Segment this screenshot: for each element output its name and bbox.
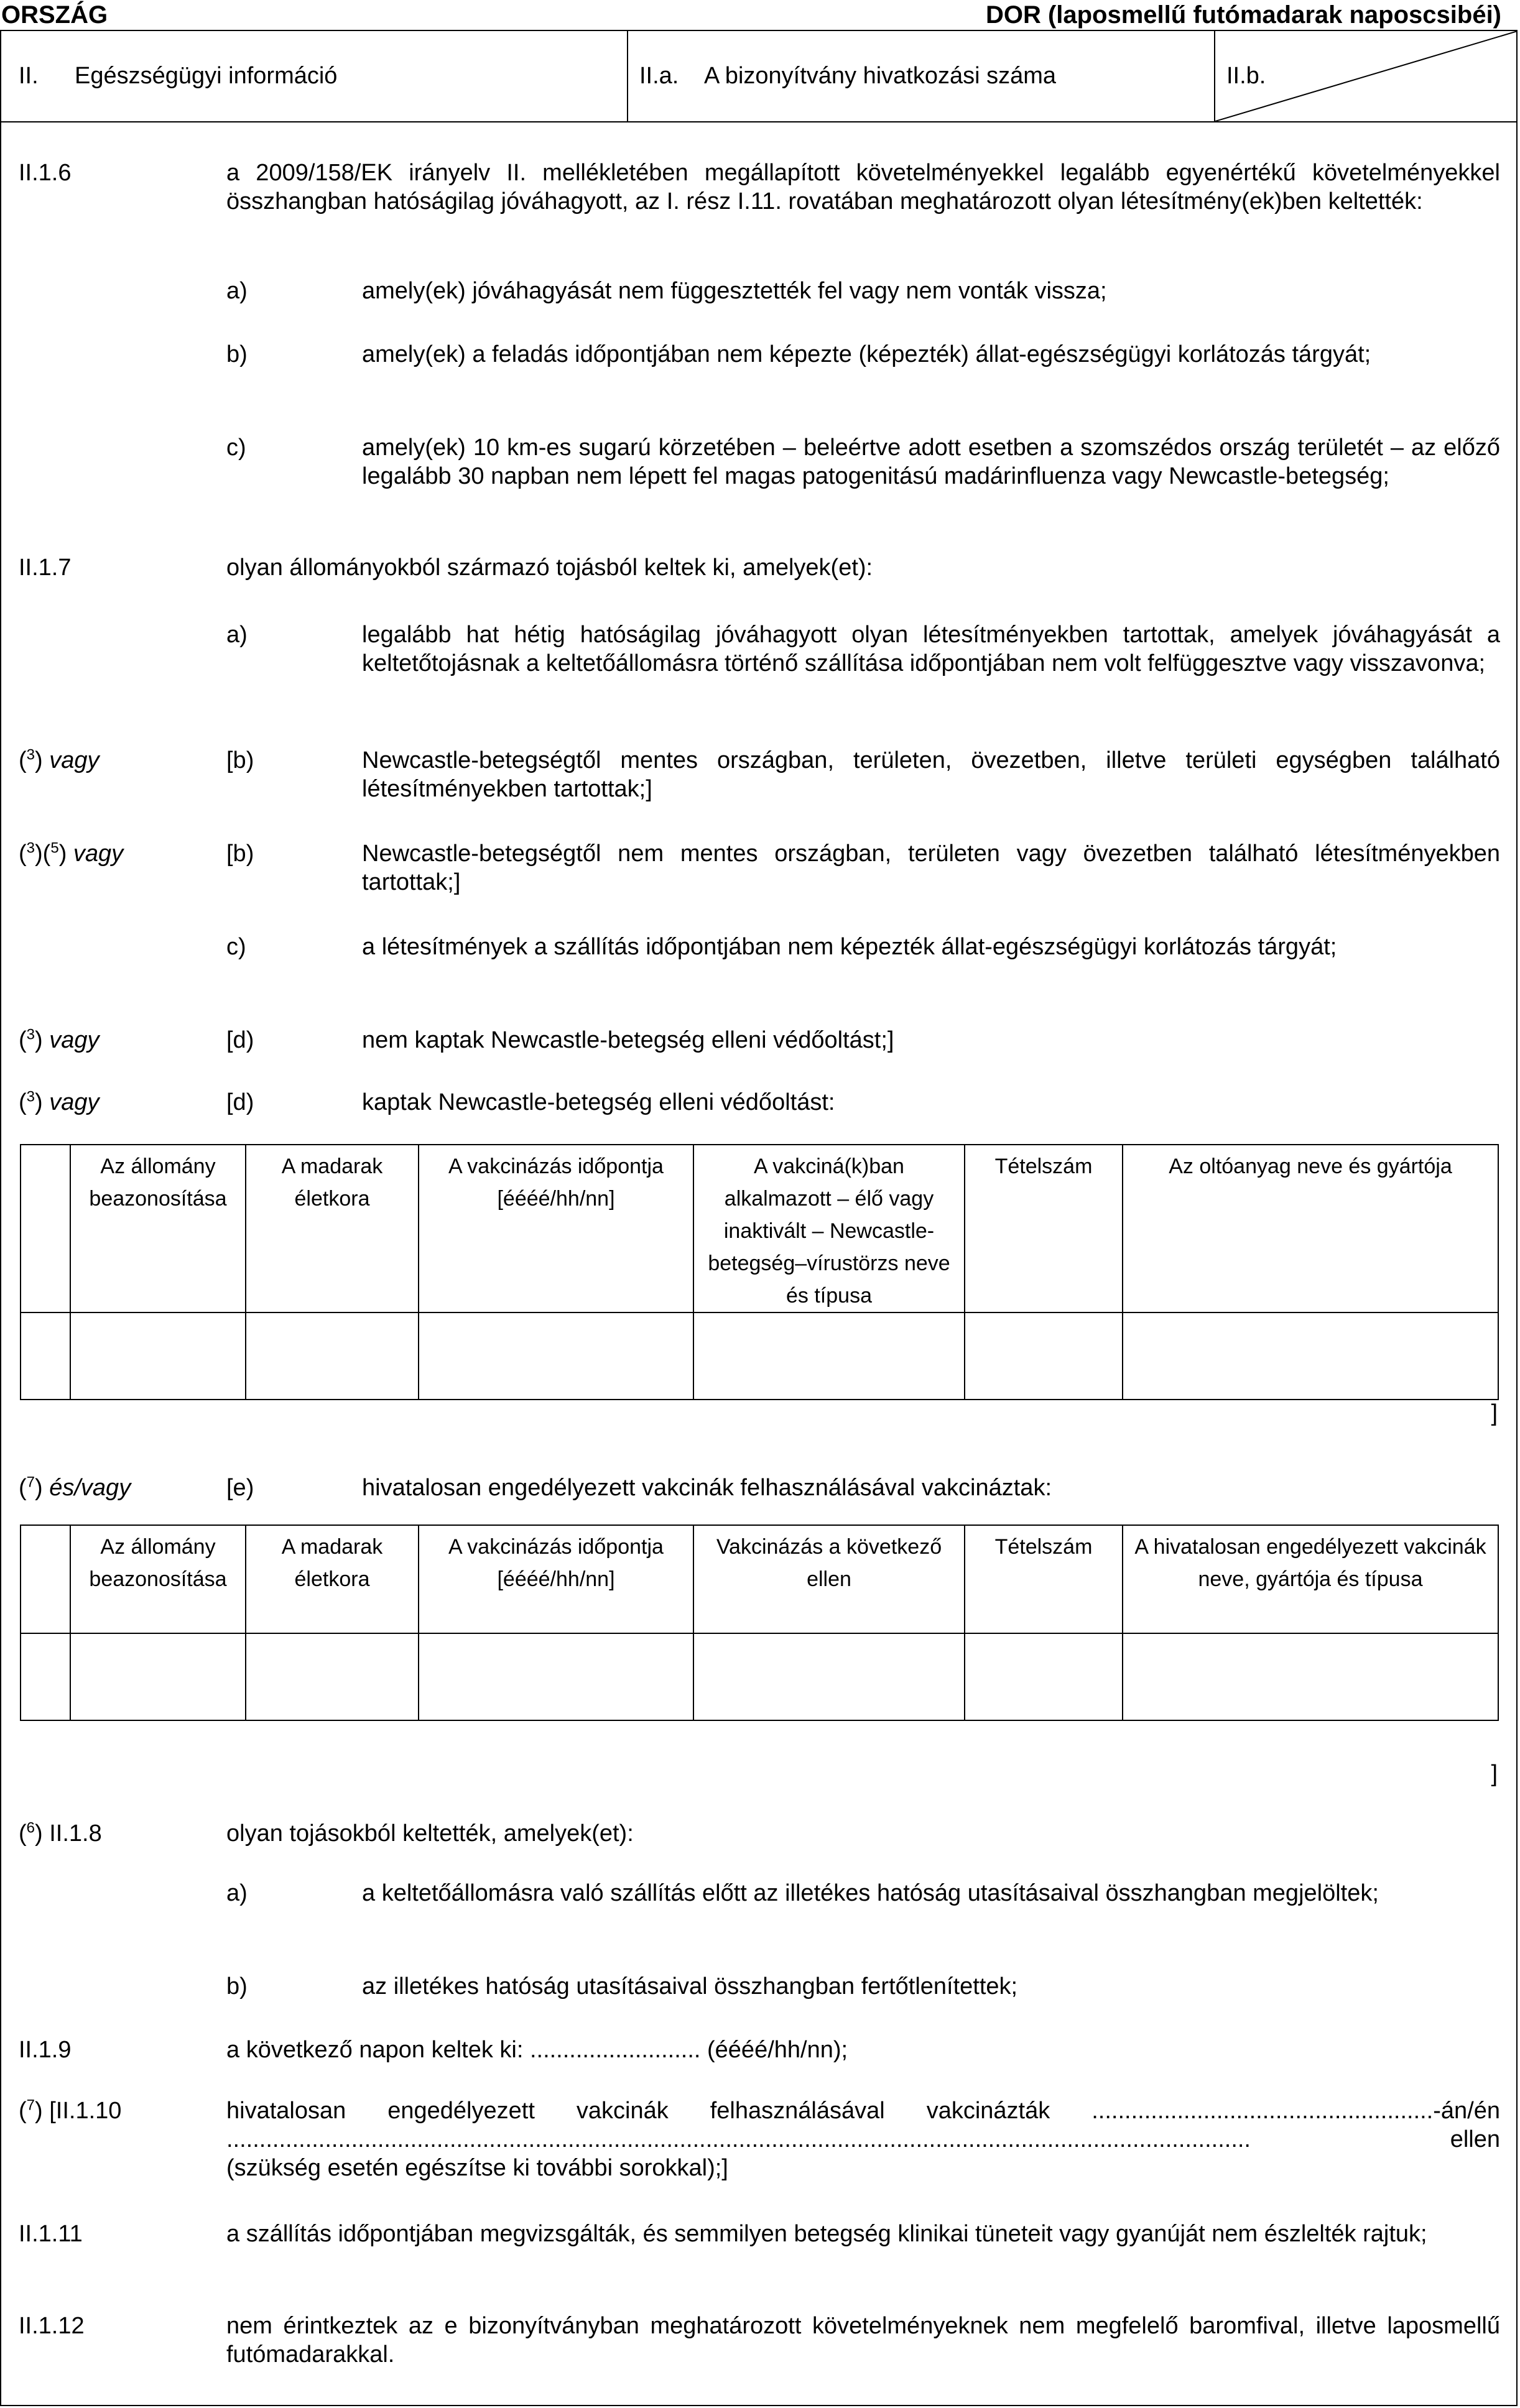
item-text: olyan állományokból származó tojásból keltek ki, amelyek(et): xyxy=(226,555,873,581)
table-row xyxy=(21,1312,1498,1400)
item-line: (szükség esetén egészítse ki további sorokkal);] xyxy=(226,2155,728,2181)
table-cell[interactable] xyxy=(246,1312,419,1400)
table-header-row xyxy=(21,1525,1498,1633)
section-cell-health-info xyxy=(1,31,628,121)
table-header: Tételszám xyxy=(965,1145,1123,1312)
footnote-sup: 7 xyxy=(26,1474,35,1491)
sub-text: legalább hat hétig hatóságilag jóváhagyott olyan létesítményekben tartottak, amelyek jóváhagyását a keltetőtojásnak a keltetőállomásra történő szállítása időpontjában nem volt felfüggesztve vagy visszavonva; xyxy=(362,622,1500,676)
sub-letter: b) xyxy=(226,341,248,367)
table-cell xyxy=(21,1525,70,1633)
option-word: vagy xyxy=(49,747,100,773)
sub-text: amely(ek) jóváhagyását nem függesztették fel vagy nem vonták vissza; xyxy=(362,278,1107,304)
country-label: ORSZÁG xyxy=(1,1,108,29)
table-cell[interactable] xyxy=(693,1312,965,1400)
table-cell[interactable] xyxy=(419,1633,693,1720)
footnote-sup: 3 xyxy=(26,1088,35,1105)
sub-letter: [b) xyxy=(226,747,254,773)
table-cell[interactable] xyxy=(1123,1633,1498,1720)
diagonal-line xyxy=(1215,31,1518,121)
item-number: II.1.8 xyxy=(49,1820,102,1847)
table-header: A hivatalosan engedélyezett vakcinák neve, gyártója és típusa xyxy=(1123,1525,1498,1633)
section-cell-reference xyxy=(628,31,1215,121)
table-header: A madarak életkora xyxy=(246,1145,419,1312)
sub-letter: c) xyxy=(226,435,246,461)
footnote-sup: 7 xyxy=(26,2097,35,2114)
footnote-sup: 3 xyxy=(26,839,35,857)
iib-label: II.b. xyxy=(1226,63,1266,89)
table-cell[interactable] xyxy=(70,1633,246,1720)
section-label: Egészségügyi információ xyxy=(75,63,338,89)
sub-text: amely(ek) 10 km-es sugarú körzetében – beleértve adott esetben a szomszédos ország területét – az előző legalább 30 napban nem lépett fel magas patogenitású madárinfluenza vagy Newcastle-betegség; xyxy=(362,435,1500,489)
certificate-frame xyxy=(0,30,1518,2406)
table-cell[interactable] xyxy=(21,1633,70,1720)
section-number: II. xyxy=(19,63,39,89)
table-header: A vakcinázás időpontja [éééé/hh/nn] xyxy=(419,1525,693,1633)
sub-letter: [d) xyxy=(226,1089,254,1115)
footnote-ref: ($^3$) vagy xyxy=(19,1088,100,1115)
footnote-sup: 5 xyxy=(50,839,59,857)
table-header: Tételszám xyxy=(965,1525,1123,1633)
item-number: II.1.12 xyxy=(19,2313,85,2339)
sub-letter: [d) xyxy=(226,1027,254,1053)
table-cell[interactable] xyxy=(70,1312,246,1400)
footnote-ref: ($^3$)($^5$) vagy xyxy=(19,839,124,867)
reference-label: A bizonyítvány hivatkozási száma xyxy=(704,63,1057,89)
option-word: vagy xyxy=(49,1027,100,1053)
reference-number-label: II.a. xyxy=(639,63,679,89)
table-row xyxy=(21,1633,1498,1720)
vaccination-table-newcastle xyxy=(20,1144,1499,1400)
footnote-sup: 3 xyxy=(26,1026,35,1043)
item-number: II.1.9 xyxy=(19,2037,72,2063)
sub-letter: a) xyxy=(226,1880,248,1906)
sub-text: Newcastle-betegségtől mentes országban, területen, övezetben, illetve területi egységben található létesítményekben tartottak;] xyxy=(362,747,1500,802)
item-text xyxy=(226,2097,1500,2182)
sub-letter: a) xyxy=(226,278,248,304)
sub-letter: [b) xyxy=(226,841,254,867)
footnote-ref: ($^6$) II.1.8 xyxy=(19,1819,102,1847)
table-cell[interactable] xyxy=(21,1312,70,1400)
option-word: vagy xyxy=(49,1089,100,1115)
sub-letter: b) xyxy=(226,1973,248,2000)
table-header: Az oltóanyag neve és gyártója xyxy=(1123,1145,1498,1312)
sub-text: nem kaptak Newcastle-betegség elleni védőoltást;] xyxy=(362,1027,894,1053)
sub-letter: a) xyxy=(226,622,248,648)
option-word: vagy xyxy=(73,841,124,867)
footnote-sup: 6 xyxy=(26,1819,35,1837)
table-header: Vakcinázás a következő ellen xyxy=(693,1525,965,1633)
item-text: olyan tojásokból keltették, amelyek(et): xyxy=(226,1820,634,1847)
option-word: és/vagy xyxy=(49,1475,131,1501)
sub-letter: c) xyxy=(226,934,246,960)
table-header-row xyxy=(21,1145,1498,1312)
table-cell[interactable] xyxy=(1123,1312,1498,1400)
table-header: A vakciná(k)ban alkalmazott – élő vagy inaktivált – Newcastle-betegség–vírustörzs neve és típusa xyxy=(693,1145,965,1312)
table-header: A madarak életkora xyxy=(246,1525,419,1633)
sub-text: amely(ek) a feladás időpontjában nem képezte (képezték) állat-egészségügyi korlátozás tárgyát; xyxy=(362,341,1371,367)
sub-text: hivatalosan engedélyezett vakcinák felhasználásával vakcináztak: xyxy=(362,1475,1052,1501)
table-cell[interactable] xyxy=(419,1312,693,1400)
footnote-ref: ($^7$) [II.1.10 xyxy=(19,2097,122,2124)
item-number: [II.1.10 xyxy=(49,2098,122,2124)
item-line: ............................................................................................................................................................ ellen xyxy=(226,2126,1500,2152)
section-header-row xyxy=(1,31,1516,122)
footnote-sup: 3 xyxy=(26,746,35,763)
sub-text: az illetékes hatóság utasításaival összhangban fertőtlenítettek; xyxy=(362,1973,1018,2000)
table-header: Az állomány beazonosítása xyxy=(70,1145,246,1312)
item-number: II.1.7 xyxy=(19,555,72,581)
sub-text: a keltetőállomásra való szállítás előtt az illetékes hatóság utasításaival összhangban megjelöltek; xyxy=(362,1880,1379,1906)
sub-text: a létesítmények a szállítás időpontjában nem képezték állat-egészségügyi korlátozás tárgyát; xyxy=(362,934,1337,960)
table-cell xyxy=(21,1145,70,1312)
footnote-ref: ($^3$) vagy xyxy=(19,1026,100,1053)
item-text: a 2009/158/EK irányelv II. mellékletében megállapított követelményekkel legalább egyenértékű követelményekkel összhangban hatóságilag jóváhagyott, az I. rész I.11. rovatában meghatározott olyan létesítmény(ek)ben keltették: xyxy=(226,160,1500,215)
item-number: II.1.6 xyxy=(19,160,72,186)
closing-bracket: ] xyxy=(1491,1761,1498,1787)
table-cell[interactable] xyxy=(965,1312,1123,1400)
vaccination-table-approved xyxy=(20,1525,1499,1721)
sub-text: Newcastle-betegségtől nem mentes országban, területen vagy övezetben található létesítményekben tartottak;] xyxy=(362,841,1500,895)
item-line: hivatalosan engedélyezett vakcinák felhasználásával vakcinázták ....................................................-án/én xyxy=(226,2098,1500,2124)
item-text: a szállítás időpontjában megvizsgálták, és semmilyen betegség klinikai tüneteit vagy gyanúját nem észlelték rajtuk; xyxy=(226,2221,1427,2247)
item-number: II.1.11 xyxy=(19,2221,83,2247)
closing-bracket: ] xyxy=(1491,1400,1498,1426)
item-text: a következő napon keltek ki: .......................... (éééé/hh/nn); xyxy=(226,2037,848,2063)
footnote-ref: ($^3$) vagy xyxy=(19,746,100,773)
sub-text: kaptak Newcastle-betegség elleni védőoltást: xyxy=(362,1089,835,1115)
table-cell[interactable] xyxy=(246,1633,419,1720)
certificate-title: DOR (laposmellű futómadarak naposcsibéi) xyxy=(985,1,1501,29)
table-cell[interactable] xyxy=(965,1633,1123,1720)
sub-letter: [e) xyxy=(226,1475,254,1501)
footnote-ref: ($^7$) és/vagy xyxy=(19,1474,131,1501)
table-header: A vakcinázás időpontja [éééé/hh/nn] xyxy=(419,1145,693,1312)
table-cell[interactable] xyxy=(693,1633,965,1720)
table-header: Az állomány beazonosítása xyxy=(70,1525,246,1633)
item-text: nem érintkeztek az e bizonyítványban meghatározott követelményeknek nem megfelelő baromfival, illetve laposmellű futómadarakkal. xyxy=(226,2313,1500,2368)
